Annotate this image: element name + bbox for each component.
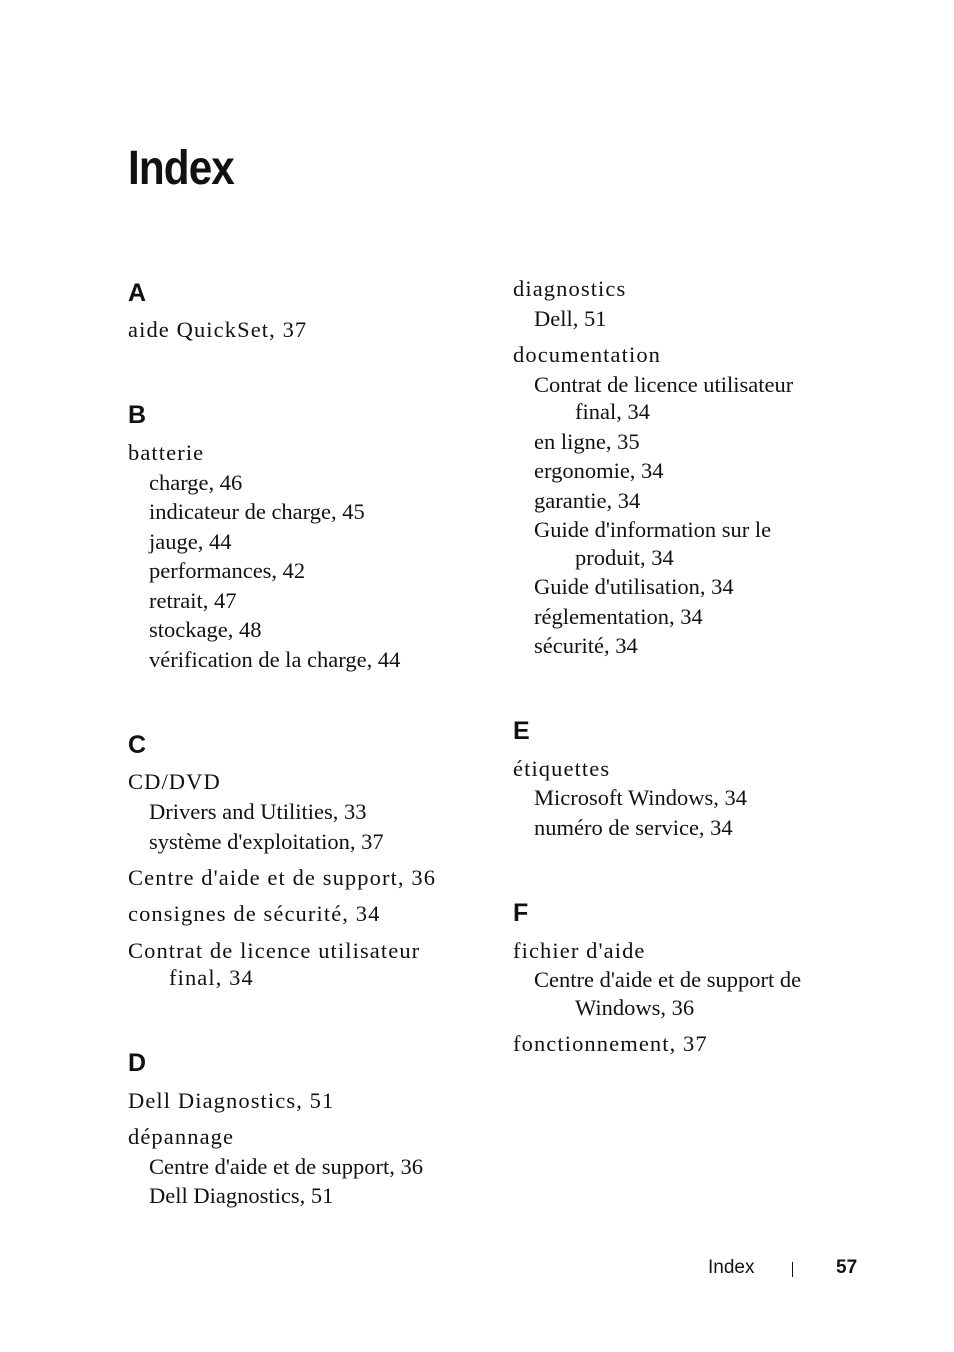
index-entry: fichier d'aide: [513, 938, 646, 963]
footer-divider: [792, 1262, 793, 1277]
index-subentry: Dell Diagnostics, 51: [149, 1183, 334, 1208]
section-letter-c: C: [128, 731, 147, 759]
index-entry: dépannage: [128, 1124, 235, 1149]
index-subentry: Guide d'information sur le: [534, 517, 772, 542]
index-subentry: charge, 46: [149, 470, 243, 495]
index-entry: CD/DVD: [128, 769, 221, 794]
index-subentry: stockage, 48: [149, 617, 262, 642]
index-subentry: jauge, 44: [149, 529, 232, 554]
index-subentry: Centre d'aide et de support de: [534, 967, 802, 992]
section-letter-e: E: [513, 717, 530, 745]
index-subentry-continuation: Windows, 36: [575, 995, 695, 1020]
index-subentry-continuation: produit, 34: [575, 545, 674, 570]
section-letter-f: F: [513, 899, 529, 927]
index-entry: aide QuickSet, 37: [128, 317, 308, 342]
page-number: 57: [836, 1257, 858, 1278]
index-entry: diagnostics: [513, 276, 627, 301]
index-subentry: réglementation, 34: [534, 604, 703, 629]
index-entry: batterie: [128, 440, 205, 465]
index-subentry-continuation: final, 34: [575, 399, 650, 424]
index-subentry: Contrat de licence utilisateur: [534, 372, 794, 397]
index-subentry: retrait, 47: [149, 588, 237, 613]
index-subentry: Microsoft Windows, 34: [534, 785, 748, 810]
index-entry: Centre d'aide et de support, 36: [128, 865, 437, 890]
section-letter-d: D: [128, 1049, 147, 1077]
index-subentry: Centre d'aide et de support, 36: [149, 1154, 423, 1179]
index-entry: étiquettes: [513, 756, 611, 781]
footer-section-label: Index: [708, 1257, 755, 1278]
index-subentry: Drivers and Utilities, 33: [149, 799, 367, 824]
index-subentry: vérification de la charge, 44: [149, 647, 401, 672]
index-entry: fonctionnement, 37: [513, 1031, 708, 1056]
index-subentry: sécurité, 34: [534, 633, 638, 658]
index-subentry: indicateur de charge, 45: [149, 499, 365, 524]
index-subentry: système d'exploitation, 37: [149, 829, 384, 854]
index-subentry: Guide d'utilisation, 34: [534, 574, 734, 599]
section-letter-b: B: [128, 401, 147, 429]
section-letter-a: A: [128, 279, 147, 307]
index-subentry: garantie, 34: [534, 488, 641, 513]
index-subentry: performances, 42: [149, 558, 306, 583]
index-entry: documentation: [513, 342, 662, 367]
index-entry: consignes de sécurité, 34: [128, 901, 381, 926]
index-entry: Contrat de licence utilisateur: [128, 938, 421, 963]
index-subentry: numéro de service, 34: [534, 815, 733, 840]
page-title: Index: [128, 142, 234, 195]
index-entry: Dell Diagnostics, 51: [128, 1088, 335, 1113]
index-entry-continuation: final, 34: [169, 965, 254, 990]
index-subentry: Dell, 51: [534, 306, 607, 331]
index-subentry: ergonomie, 34: [534, 458, 664, 483]
index-subentry: en ligne, 35: [534, 429, 640, 454]
